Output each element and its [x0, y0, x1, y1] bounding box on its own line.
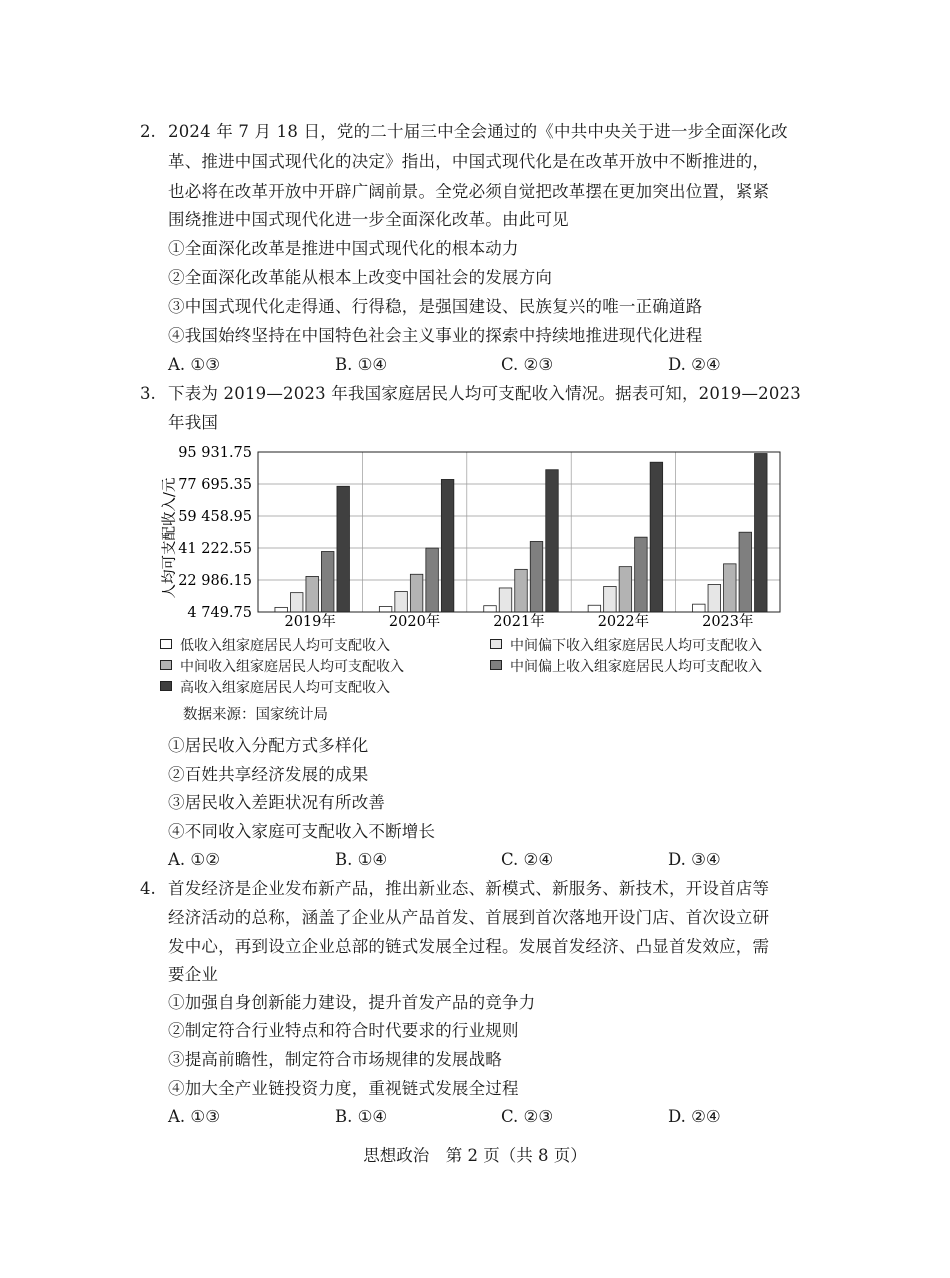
legend-item-lower-middle: [490, 637, 762, 655]
q2-stem-line-1: 2024 年 7 月 18 日，党的二十届三中全会通过的《中共中央关于进一步全面深化改: [168, 122, 788, 141]
q2-option-b[interactable]: B. ①④: [335, 355, 388, 374]
legend-label-high: 高收入组家庭居民人均可支配收入: [180, 680, 390, 696]
q3-option-b[interactable]: B. ①④: [335, 850, 388, 869]
q4-option-a[interactable]: A. ①③: [168, 1107, 220, 1126]
q2-option-d[interactable]: D. ②④: [668, 355, 721, 374]
bar-2022年-5: [650, 462, 663, 612]
bar-2020年-1: [379, 607, 392, 612]
q4-option-b[interactable]: B. ①④: [335, 1107, 388, 1126]
legend-swatch-high: [160, 681, 172, 691]
q2-option-c[interactable]: C. ②③: [501, 355, 554, 374]
bar-2022年-4: [635, 537, 648, 612]
bar-2023年-1: [693, 604, 706, 612]
chart-y-axis-label: 人均可支配收入/元: [162, 477, 178, 599]
data-source-note: 数据来源：国家统计局: [183, 707, 328, 723]
bar-2022年-2: [604, 586, 617, 612]
bar-2019年-1: [275, 607, 288, 612]
q2-stem-line-2: 革、推进中国式现代化的决定》指出，中国式现代化是在改革开放中不断推进的，: [168, 152, 770, 171]
bar-2020年-5: [441, 479, 454, 612]
q3-statement-2: ②百姓共享经济发展的成果: [168, 765, 369, 784]
chart-x-ticks: [284, 612, 753, 628]
legend-item-low: [160, 637, 390, 655]
y-tick-label: 22 986.15: [178, 573, 252, 589]
q4-statement-1: ①加强自身创新能力建设，提升首发产品的竞争力: [168, 993, 536, 1012]
q3-option-d[interactable]: D. ③④: [668, 850, 721, 869]
bar-2023年-3: [724, 564, 737, 612]
legend-label-lower-middle: 中间偏下收入组家庭居民人均可支配收入: [510, 638, 762, 654]
q3-statement-3: ③居民收入差距状况有所改善: [168, 793, 386, 812]
bar-2021年-1: [484, 606, 497, 612]
q2-statement-4: ④我国始终坚持在中国特色社会主义事业的探索中持续地推进现代化进程: [168, 326, 703, 345]
legend-item-upper-middle: [490, 658, 762, 676]
q4-options: [168, 1107, 818, 1127]
q2-stem-line-4: 围绕推进中国式现代化进一步全面深化改革。由此可见: [168, 210, 569, 229]
q4-stem-line-1: 首发经济是企业发布新产品，推出新业态、新模式、新服务、新技术，开设首店等: [168, 879, 770, 898]
x-tick-label: 2019年: [284, 614, 336, 628]
bar-2019年-4: [321, 551, 334, 612]
q2-statement-3: ③中国式现代化走得通、行得稳，是强国建设、民族复兴的唯一正确道路: [168, 297, 703, 316]
q2-stem-line-3: 也必将在改革开放中开辟广阔前景。全党必须自觉把改革摆在更加突出位置，紧紧: [168, 182, 770, 201]
legend-swatch-middle: [160, 660, 172, 670]
income-bar-chart: [150, 438, 800, 628]
bar-2020年-3: [410, 574, 423, 612]
q2-option-a[interactable]: A. ①③: [168, 355, 220, 374]
bar-2019年-3: [306, 576, 319, 612]
page-footer: 思想政治 第 2 页（共 8 页）: [363, 1146, 587, 1165]
question-4-number: 4.: [140, 879, 156, 898]
bar-2023年-5: [755, 454, 768, 612]
x-tick-label: 2023年: [702, 614, 754, 628]
q3-stem-line-1: 下表为 2019—2023 年我国家庭居民人均可支配收入情况。据表可知，2019—2023: [168, 384, 801, 403]
legend-swatch-upper-middle: [490, 660, 502, 670]
q4-stem-line-3: 发中心，再到设立企业总部的链式发展全过程。发展首发经济、凸显首发效应，需: [168, 937, 770, 956]
q4-option-d[interactable]: D. ②④: [668, 1107, 721, 1126]
chart-y-ticks: [178, 445, 252, 621]
q3-statement-4: ④不同收入家庭可支配收入不断增长: [168, 822, 436, 841]
y-tick-label: 59 458.95: [178, 509, 252, 525]
y-tick-label: 77 695.35: [178, 477, 252, 493]
x-tick-label: 2020年: [388, 614, 441, 628]
legend-item-high: [160, 679, 390, 697]
bar-2019年-5: [337, 486, 350, 612]
q2-statement-1: ①全面深化改革是推进中国式现代化的根本动力: [168, 239, 519, 258]
q2-statement-2: ②全面深化改革能从根本上改变中国社会的发展方向: [168, 268, 553, 287]
legend-label-upper-middle: 中间偏上收入组家庭居民人均可支配收入: [510, 659, 762, 675]
q4-stem-line-4: 要企业: [168, 965, 219, 984]
q3-option-a[interactable]: A. ①②: [168, 850, 220, 869]
bar-2021年-5: [546, 470, 559, 612]
legend-label-low: 低收入组家庭居民人均可支配收入: [180, 638, 390, 654]
y-tick-label: 41 222.55: [178, 541, 252, 557]
q4-stem-line-2: 经济活动的总称，涵盖了企业从产品首发、首展到首次落地开设门店、首次设立研: [168, 908, 770, 927]
q3-statement-1: ①居民收入分配方式多样化: [168, 736, 369, 755]
y-tick-label: 4 749.75: [187, 605, 252, 621]
bar-2023年-4: [739, 532, 752, 612]
bar-2020年-4: [426, 548, 439, 612]
x-tick-label: 2022年: [597, 614, 650, 628]
bar-2021年-4: [530, 541, 543, 612]
q4-statement-3: ③提高前瞻性，制定符合市场规律的发展战略: [168, 1050, 502, 1069]
question-3-number: 3.: [140, 384, 156, 403]
bar-2021年-2: [499, 588, 512, 612]
chart-bars: [275, 454, 767, 612]
bar-2023年-2: [708, 584, 721, 612]
legend-label-middle: 中间收入组家庭居民人均可支配收入: [180, 659, 404, 675]
question-2-number: 2.: [140, 122, 156, 141]
bar-2022年-3: [619, 567, 632, 612]
bar-2020年-2: [395, 591, 408, 612]
legend-swatch-lower-middle: [490, 639, 502, 649]
q3-options: [168, 850, 818, 870]
bar-2022年-1: [588, 605, 601, 612]
legend-swatch-low: [160, 639, 172, 649]
q4-statement-4: ④加大全产业链投资力度，重视链式发展全过程: [168, 1079, 519, 1098]
y-tick-label: 95 931.75: [178, 445, 252, 461]
legend-item-middle: [160, 658, 404, 676]
bar-2021年-3: [515, 569, 528, 612]
q4-statement-2: ②制定符合行业特点和符合时代要求的行业规则: [168, 1021, 519, 1040]
q3-option-c[interactable]: C. ②④: [501, 850, 554, 869]
q4-option-c[interactable]: C. ②③: [501, 1107, 554, 1126]
bar-2019年-2: [290, 593, 303, 612]
q2-options: [168, 355, 818, 375]
x-tick-label: 2021年: [493, 614, 545, 628]
q3-stem-line-2: 年我国: [168, 413, 219, 432]
